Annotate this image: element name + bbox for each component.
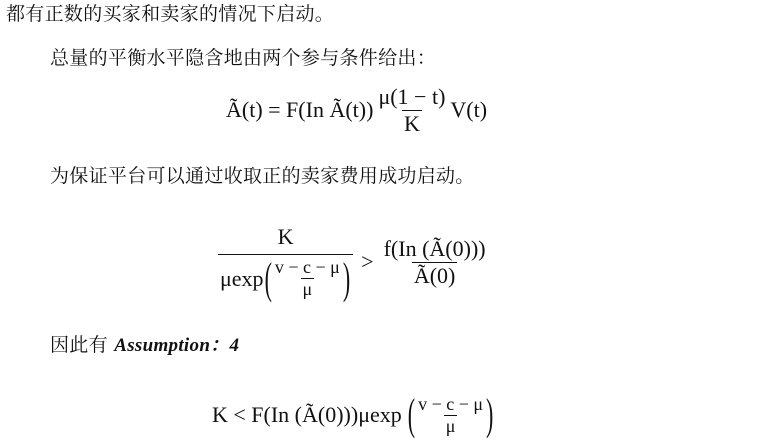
equation-2-operator: > [361, 249, 374, 274]
equation-2-mu-exp: μexp [220, 265, 264, 291]
equation-3-lhs: K < F(In (Ã(0)))μexp [212, 402, 402, 427]
equation-2-rhs-fraction [382, 236, 488, 289]
equation-3 [212, 386, 494, 444]
paragraph-line-4 [50, 333, 239, 358]
assumption-label: Assumption：4 [114, 335, 240, 356]
equation-1-lhs: Ã(t) = F(In Ã(t)) [226, 97, 374, 122]
equation-2-lhs-denominator [218, 252, 353, 303]
paragraph-line-1: 都有正数的买家和卖家的情况下启动。 [6, 3, 335, 25]
equation-2-inner-fraction [273, 257, 342, 300]
equation-1-denominator: K [403, 110, 420, 136]
equation-1-fraction [376, 84, 447, 137]
paragraph-line-3: 为保证平台可以通过收取正的卖家费用成功启动。 [50, 165, 475, 187]
equation-2 [218, 222, 488, 302]
line-4-prefix: 因此有 [50, 334, 115, 356]
equation-2-rhs-denominator: Ã(0) [413, 262, 456, 288]
equation-2-lhs-numerator: K [277, 224, 294, 249]
left-paren: ( [407, 389, 416, 439]
right-paren: ) [486, 389, 494, 439]
equation-2-inner-numerator: v − c − μ [274, 257, 340, 277]
equation-3-inner-denominator: μ [445, 415, 456, 436]
paragraph-line-2: 总量的平衡水平隐含地由两个参与条件给出： [50, 47, 437, 69]
right-paren: ) [342, 252, 351, 303]
equation-1 [226, 80, 487, 140]
equation-1-rhs: V(t) [450, 97, 488, 122]
equation-2-rhs-numerator: f(In (Ã(0))) [383, 235, 486, 261]
equation-2-inner-denominator: μ [302, 279, 313, 299]
equation-3-inner-fraction [416, 394, 485, 437]
equation-2-lhs-fraction [218, 224, 353, 303]
left-paren: ( [264, 252, 272, 303]
equation-1-numerator: μ(1 − t) [378, 83, 446, 109]
equation-3-inner-numerator: v − c − μ [418, 393, 484, 414]
